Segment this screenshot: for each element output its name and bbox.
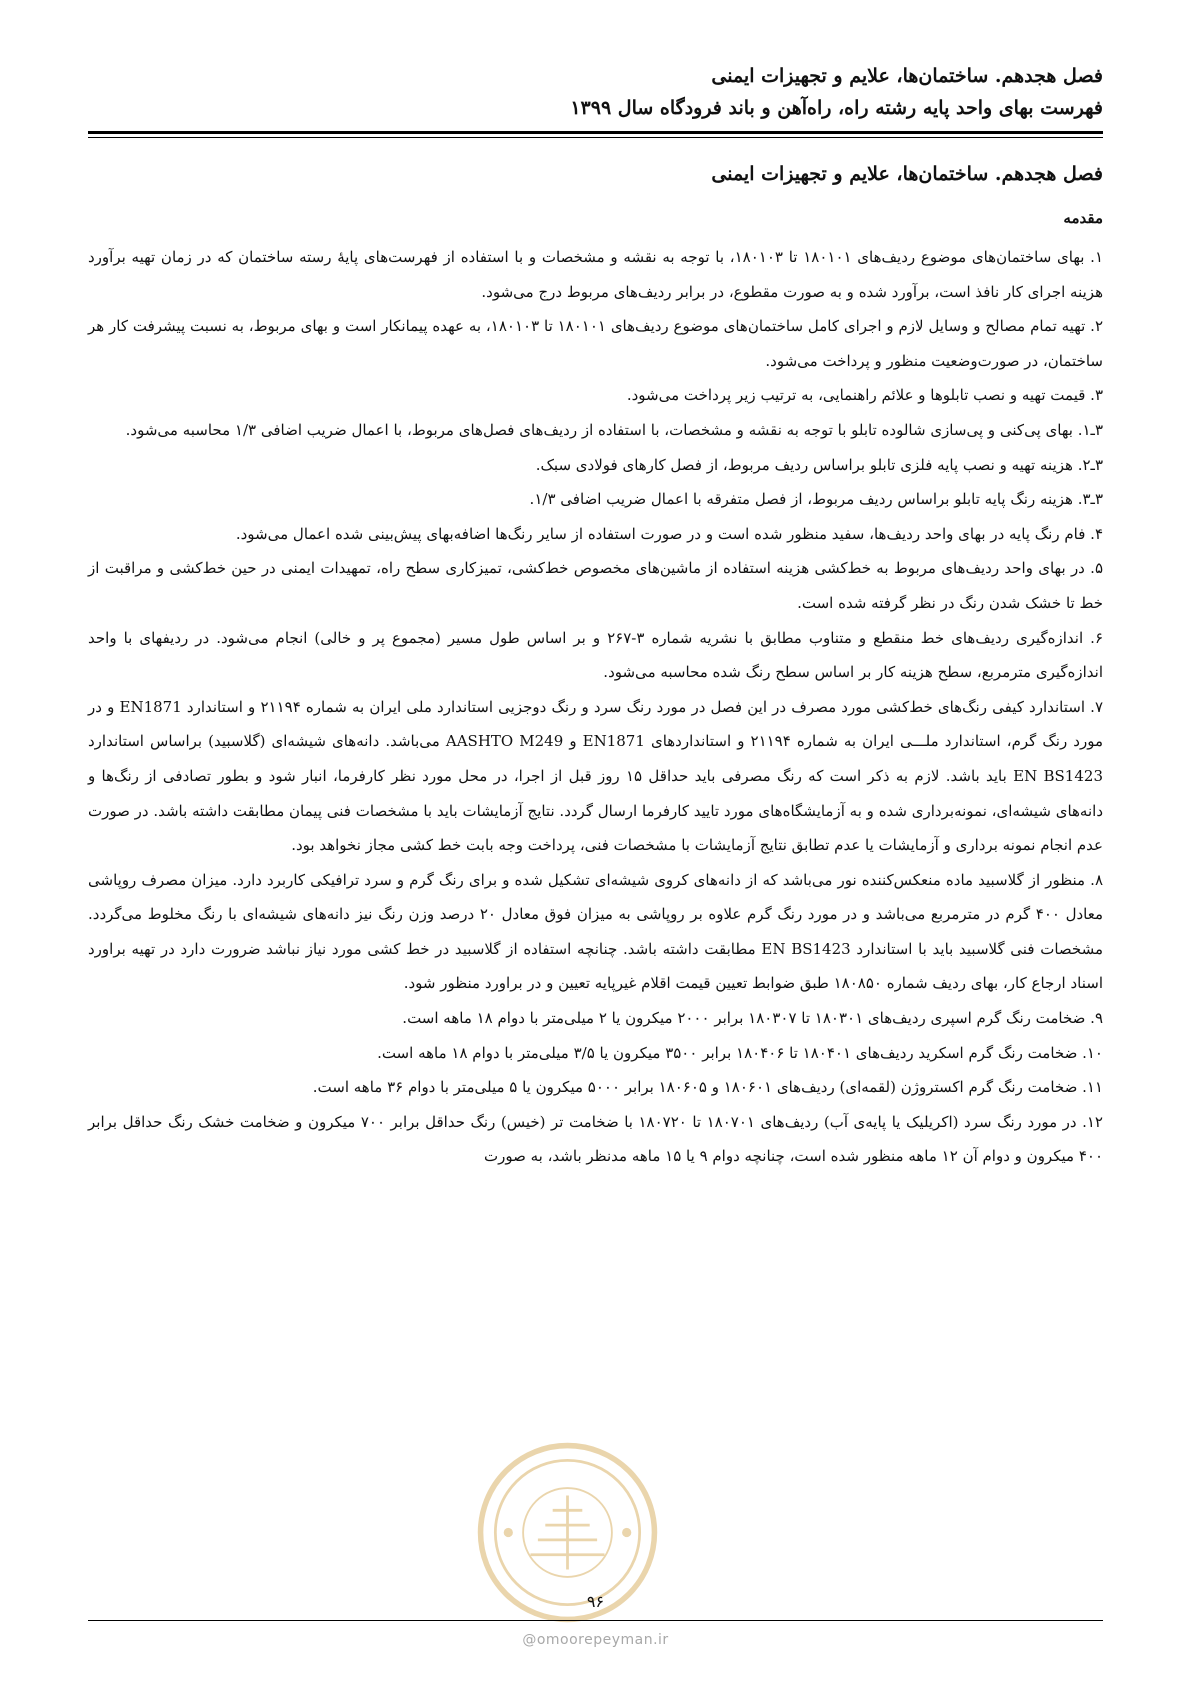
paragraph: ۲. تهیه تمام مصالح و وسایل لازم و اجرای کامل ساختمان‌های موضوع ردیف‌های ۱۸۰۱۰۱ تا ۱۸۰۱۰۳، به عهده پیمانکار است و بهای مربوط، به نسبت پیشرفت کار هر ساختمان، در صورت‌وضعیت منظور و پرداخت می‌شود. bbox=[88, 317, 1104, 370]
paragraph: ۳ـ۲. هزینه تهیه و نصب پایه فلزی تابلو براساس ردیف مربوط، از فصل کارهای فولادی سبک. bbox=[535, 455, 1103, 474]
paragraph: ۵. در بهای واحد ردیف‌های مربوط به خط‌کشی هزینه استفاده از ماشین‌های مخصوص خط‌کشی، تمیزکاری سطح راه، تمهیدات ایمنی در حین خط‌کشی و مراقبت از خط تا خشک شدن رنگ در نظر گرفته شده است. bbox=[88, 559, 1103, 612]
section-title: فصل هجدهم. ساختمان‌ها، علایم و تجهیزات ایمنی bbox=[711, 163, 1103, 185]
header-rule-thin bbox=[88, 137, 1103, 138]
watermark-text: @omoorepeyman.ir bbox=[522, 1632, 669, 1648]
paragraph: ۳. قیمت تهیه و نصب تابلوها و علائم راهنمایی، به ترتیب زیر پرداخت می‌شود. bbox=[626, 386, 1103, 405]
paragraph: ۷. استاندارد کیفی رنگ‌های خط‌کشی مورد مصرف در این فصل در مورد رنگ سرد و رنگ دوجزیی استاندارد ملی ایران به شماره ۲۱۱۹۴ و استاندارد EN1871 و در مورد رنگ گرم، استاندارد ملـــی ایران به شماره ۲۱۱۹۴ و استانداردهای EN1871 و AASHTO M249 می‌باشد. دانه‌های شیشه‌ای (گلاسبید) براساس استاندارد EN BS1423 باید باشد. لازم به ذکر است که رنگ مصرفی باید حداقل ۱۵ روز قبل از اجرا، در محل مورد نظر کارفرما، انبار شود و بطور تصادفی از رنگ‌ها و دانه‌های شیشه‌ای، نمونه‌برداری شده و به آزمایشگاه‌های مورد تایید کارفرما ارسال گردد. نتایج آزمایشات باید با مشخصات فنی پیمان مطابقت داشته باشد. در صورت عدم انجام نمونه برداری و آزمایشات یا عدم تطابق نتایج آزمایشات با مشخصات فنی، پرداخت وجه بابت خط کشی مجاز نخواهد بود. bbox=[88, 697, 1103, 855]
header-rule-thick bbox=[88, 131, 1103, 134]
paragraph: ۳ـ۱. بهای پی‌کنی و پی‌سازی شالوده تابلو با توجه به نقشه و مشخصات، با استفاده از ردیف‌های فصل‌های مربوط، با اعمال ضریب اضافی ۱/۳ محاسبه می‌شود. bbox=[125, 420, 1103, 439]
paragraph: ۸. منظور از گلاسبید ماده منعکس‌کننده نور می‌باشد که از دانه‌های کروی شیشه‌ای تشکیل شده و برای رنگ گرم و سرد ترافیکی کاربرد دارد. میزان مصرف روپاشی معادل ۴۰۰ گرم در مترمربع می‌باشد و در مورد رنگ گرم علاوه بر روپاشی به میزان فوق معادل ۲۰ درصد وزن رنگ نیز دانه‌های شیشه‌ای با رنگ مخلوط می‌گردد. مشخصات فنی گلاسبید باید با استاندارد EN BS1423 مطابقت داشته باشد. چنانچه استفاده از گلاسبید در خط کشی مورد نیاز نباشد ضرورت دارد در تهیه براورد اسناد ارجاع کار، بهای ردیف شماره ۱۸۰۸۵۰ طبق ضوابط تعیین قیمت اقلام غیرپایه تعیین و در براورد منظور شود. bbox=[88, 870, 1104, 993]
paragraph: ۴. فام رنگ پایه در بهای واحد ردیف‌ها، سفید منظور شده است و در صورت استفاده از سایر رنگ‌ها اضافه‌بهای پیش‌بینی شده اعمال می‌شود. bbox=[235, 524, 1103, 543]
header-book-title: فهرست بهای واحد پایه رشته راه، راه‌آهن و باند فرودگاه سال ۱۳۹۹ bbox=[570, 97, 1103, 119]
paragraph-list bbox=[88, 240, 1103, 1174]
intro-heading: مقدمه bbox=[1063, 209, 1103, 227]
main-content bbox=[88, 160, 1103, 1174]
paragraph: ۹. ضخامت رنگ گرم اسپری ردیف‌های ۱۸۰۳۰۱ تا ۱۸۰۳۰۷ برابر ۲۰۰۰ میکرون یا ۲ میلی‌متر با دوام ۱۸ ماهه است. bbox=[402, 1009, 1103, 1028]
page-number: ۹۶ bbox=[586, 1592, 605, 1611]
paragraph: ۱. بهای ساختمان‌های موضوع ردیف‌های ۱۸۰۱۰۱ تا ۱۸۰۱۰۳، با توجه به نقشه و مشخصات و با استفاده از فهرست‌های پایهٔ رسته ساختمان که در زمان تهیه برآورد هزینه اجرای کار نافذ است، برآورد شده و به صورت مقطوع، در برابر ردیف‌های مربوط درج می‌شود. bbox=[88, 248, 1104, 301]
paragraph: ۶. اندازه‌گیری ردیف‌های خط منقطع و متناوب مطابق با نشریه شماره ۳-۲۶۷ و بر اساس طول مسیر (مجموع پر و خالی) انجام می‌شود. در ردیفهای با واحد اندازه‌گیری مترمربع، سطح هزینه کار بر اساس سطح رنگ شده محاسبه می‌شود. bbox=[88, 628, 1103, 682]
paragraph: ۱۰. ضخامت رنگ گرم اسکرید ردیف‌های ۱۸۰۴۰۱ تا ۱۸۰۴۰۶ برابر ۳۵۰۰ میکرون یا ۳/۵ میلی‌متر با دوام ۱۸ ماهه است. bbox=[377, 1043, 1103, 1062]
paragraph: ۱۱. ضخامت رنگ گرم اکستروژن (لقمه‌ای) ردیف‌های ۱۸۰۶۰۱ و ۱۸۰۶۰۵ برابر ۵۰۰۰ میکرون یا ۵ میلی‌متر با دوام ۳۶ ماهه است. bbox=[312, 1078, 1103, 1097]
running-header bbox=[88, 60, 1103, 124]
header-chapter-title: فصل هجدهم. ساختمان‌ها، علایم و تجهیزات ایمنی bbox=[711, 65, 1103, 87]
footer-rule bbox=[88, 1620, 1103, 1621]
paragraph: ۱۲. در مورد رنگ سرد (اکریلیک یا پایه‌ی آب) ردیف‌های ۱۸۰۷۰۱ تا ۱۸۰۷۲۰ با ضخامت تر (خیس) رنگ حداقل برابر ۷۰۰ میکرون و ضخامت خشک رنگ حداقل برابر ۴۰۰ میکرون و دوام آن ۱۲ ماهه منظور شده است، چنانچه دوام ۹ یا ۱۵ ماهه مدنظر باشد، به صورت bbox=[88, 1112, 1103, 1166]
paragraph: ۳ـ۳. هزینه رنگ پایه تابلو براساس ردیف مربوط، از فصل متفرقه با اعمال ضریب اضافی ۱/۳. bbox=[529, 490, 1103, 509]
